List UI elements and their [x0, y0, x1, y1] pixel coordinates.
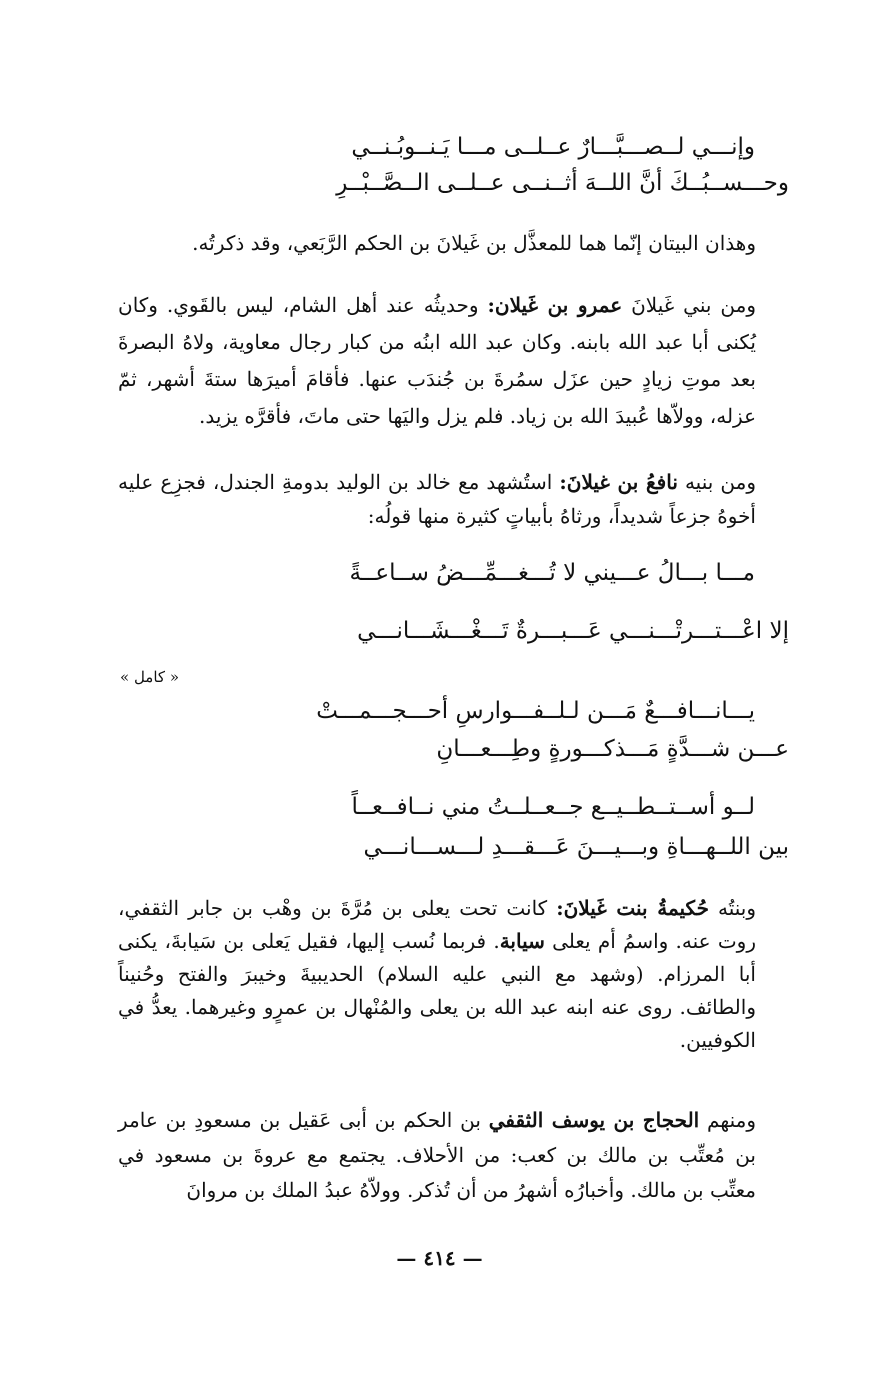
paragraph-amr-ibn-ghaylan — [118, 287, 756, 435]
paragraph-hajjaj — [118, 1103, 756, 1208]
person-name: عمرو بن غَيلان: — [487, 293, 623, 317]
paragraph-lead: ومن بنيه — [677, 470, 756, 494]
paragraph-lead: ومن بني غَيلانَ — [622, 293, 757, 317]
verse-4-line-2: بين اللــهـــاةِ وبـــيـــنَ عَـــقـــدِ لـــســـانـــي — [363, 834, 789, 860]
person-name: حُكيمةُ بنت غَيلانَ: — [556, 896, 709, 920]
verse-1-line-1: وإنـــي لــصـــبَّـــارٌ عــلــى مـــا يَـنــوبُـنــي — [351, 134, 755, 160]
paragraph-hukayma-bint-ghaylan — [118, 892, 756, 1057]
verse-3-line-2: عـــن شـــدَّةٍ مَـــذكـــورةٍ وطِـــعـــانِ — [436, 736, 789, 762]
paragraph-text: استُشهد مع خالد بن الوليد بدومةِ الجندل، فجزِع عليه أخوهُ جزعاً شديداً، ورثاهُ بأبياتٍ كثيرة منها قولُه: — [118, 470, 756, 528]
person-name-sayaba: سيابة — [499, 929, 545, 953]
verse-1-line-2: وحـــســبُــكَ أنَّ اللــهَ أثــنــى عــلــى الــصَّــبْــرِ — [336, 170, 789, 196]
paragraph-nafi-ibn-ghaylan — [118, 465, 756, 533]
person-name: نافعُ بن غيلانَ: — [559, 470, 678, 494]
paragraph-text: بن الحكم بن أبى عَقيل بن مسعودِ بن عامر بن مُعتِّب بن مالك بن كعب: من الأحلاف. يجتمع مع عروةَ بن مسعود في معتِّب بن مالك. وأخبارُه أشهرُ من أن تُذكر. وولاّهُ عبدُ الملك بن مروانَ — [118, 1108, 756, 1202]
paragraph-text: كانت تحت يعلى بن مُرَّةَ بن وهْب بن جابر الثقفي، روت عنه. واسمُ أم يعلى — [118, 896, 756, 953]
verse-4-line-1: لــو أســتــطــيــع جــعــلــتُ مني نــافــعــاً — [351, 794, 755, 820]
paragraph-lead: وبنتُه — [708, 896, 757, 920]
verse-2-line-2: إلا اعْـــتـــرتْـــنـــي عَـــبـــرةٌ تَـــغْـــشَـــانـــي — [357, 618, 789, 644]
verse-3-line-1: يـــانـــافـــعٌ مَـــن لـلــفـــوارسِ أحـــجـــمـــتْ — [316, 698, 755, 724]
paragraph-text: وحديثُه عند أهل الشام، ليس بالقَوي. وكان يُكنى أبا عبد الله بابنه. وكان عبد الله ابنُه من كبار رجال معاوية، ولاهُ البصرةَ بعد موتِ زيادٍ حين عزَل سمُرةَ بن جُندَب عنها. فأقامَ أميرَها ستةَ أشهر، ثمّ عزله، وولاّها عُبيدَ الله بن زياد. فلم يزل واليَها حتى ماتَ، فأقرَّه يزيد. — [118, 293, 756, 428]
paragraph-muadhal: وهذان البيتان إنّما هما للمعذَّل بن غَيلانَ بن الحكم الرَّبَعي، وقد ذكرتُه. — [192, 231, 756, 255]
paragraph-text-continued: . فربما نُسب إليها، فقيل يَعلى بن سَيابةَ، يكنى أبا المرزام. (وشهد مع النبي عليه السلام) الحديبيةَ وخيبرَ والفتح وحُنيناً والطائف. روى عنه ابنه عبد الله بن يعلى والمُنْهال بن عمرٍو وغيرهما. يعدُّ في الكوفيين. — [118, 929, 756, 1052]
paragraph-lead: ومنهم — [699, 1108, 756, 1132]
page-number: — ٤١٤ — — [396, 1246, 483, 1270]
meter-label: « كامل » — [120, 668, 179, 686]
verse-2-line-1: مـــا بـــالُ عـــيني لا تُـــغـــمِّـــضُ ســاعــةً — [349, 560, 755, 586]
person-name: الحجاج بن يوسف الثقفي — [488, 1108, 700, 1132]
